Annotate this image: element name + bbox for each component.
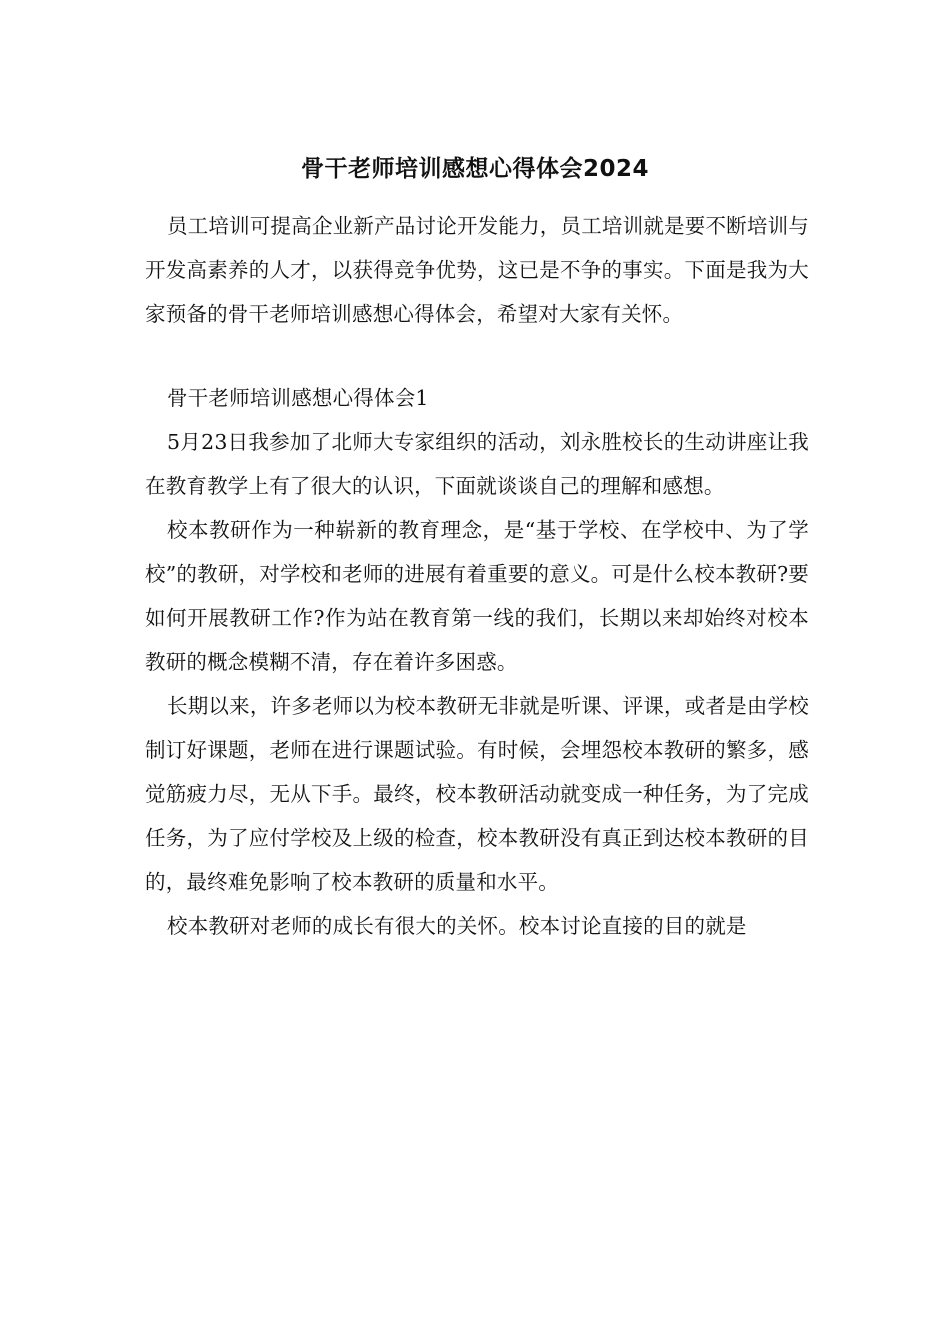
document-body <box>145 204 809 948</box>
body-paragraph: 长期以来，许多老师以为校本教研无非就是听课、评课，或者是由学校制订好课题，老师在进行课题试验。有时候，会埋怨校本教研的繁多，感觉筋疲力尽，无从下手。最终，校本教研活动就变成一种任务，为了完成任务，为了应付学校及上级的检查，校本教研没有真正到达校本教研的目的，最终难免影响了校本教研的质量和水平。 <box>145 694 809 894</box>
intro-paragraph: 员工培训可提高企业新产品讨论开发能力，员工培训就是要不断培训与开发高素养的人才，以获得竞争优势，这已是不争的事实。下面是我为大家预备的骨干老师培训感想心得体会，希望对大家有关怀。 <box>145 214 809 326</box>
section-heading: 骨干老师培训感想心得体会1 <box>167 386 429 410</box>
body-paragraph: 校本教研作为一种崭新的教育理念，是“基于学校、在学校中、为了学校”的教研，对学校和老师的进展有着重要的意义。可是什么校本教研?要如何开展教研工作?作为站在教育第一线的我们，长期以来却始终对校本教研的概念模糊不清，存在着许多困惑。 <box>145 518 809 674</box>
body-paragraph: 5月23日我参加了北师大专家组织的活动，刘永胜校长的生动讲座让我在教育教学上有了很大的认识，下面就谈谈自己的理解和感想。 <box>145 430 809 498</box>
document-title: 骨干老师培训感想心得体会2024 <box>300 156 649 182</box>
body-paragraph: 校本教研对老师的成长有很大的关怀。校本讨论直接的目的就是 <box>167 914 747 938</box>
